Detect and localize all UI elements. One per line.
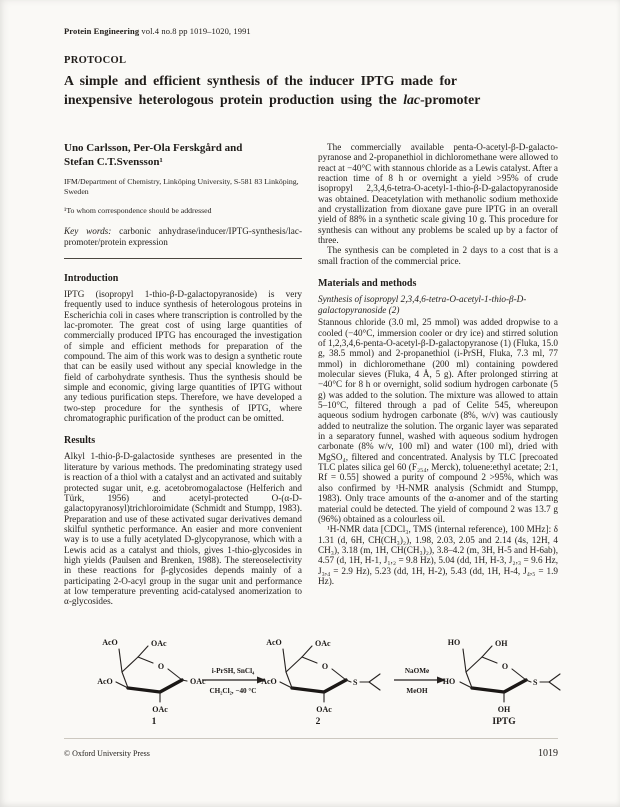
compound-name: IPTG	[492, 717, 516, 727]
keywords-text: carbonic anhydrase/inducer/IPTG-synthesis/lac-promoter/protein expression	[64, 226, 303, 247]
results-paragraph-1: The commercially available penta-O-acetyl-β-D-galacto-pyranose and 2-propanethiol in dichloromethane were allowed to react at −40°C with stannous chloride as a Lewis catalyst. After a reaction time of 8 h or overnight a yield >95% of crude isopropyl 2,3,4,6-tetra-O-acetyl-1-thio-β-D-galactopyranoside was obtained. Deacetylation with methanolic sodium methoxide and crystallization from dioxane gave pure IPTG in an overall yield of 88% in a synthetic scale giving 10 g. This procedure for synthesis can without any problems be scaled up by a factor of three.	[318, 142, 559, 246]
article-title-line2	[64, 91, 546, 110]
journal-issue-info: vol.4 no.8 pp 1019–1020, 1991	[139, 26, 251, 36]
structure-1-pentaacetate	[97, 638, 206, 727]
article-title-line1: A simple and efficient synthesis of the inducer IPTG made for	[64, 73, 458, 88]
copyright-notice: © Oxford University Press	[64, 749, 150, 758]
right-column	[318, 142, 558, 586]
sulfur-label: S	[353, 678, 358, 687]
ring-oxygen-label: O	[321, 662, 329, 671]
conditions-below-arrow: CH₂Cl₂, −40 °C	[209, 687, 257, 695]
keywords	[64, 226, 302, 248]
journal-masthead	[64, 26, 251, 36]
introduction-body: IPTG (isopropyl 1-thio-β-D-galactopyranoside) is very frequently used to induce synthesis of heterologous proteins in Escherichia coli in cases where transcription is controlled by the lac-promoter. The great cost of using large quantities of commercially produced IPTG has encouraged the investigation of simple and efficient methods for preparation of the compound. The aim of this work was to design a synthetic route that can be easily used without any special knowledge in the field of carbohydrate synthesis. Thus the synthesis should be simple and economic, giving large quantities of IPTG without any tedious purification steps. Therefore, we have developed a two-step procedure for the synthesis of IPTG, where chromatographic purification of the product can be omitted.	[64, 289, 302, 424]
introduction-heading: Introduction	[64, 273, 119, 284]
substituent-label: OAc	[315, 639, 331, 648]
substituent-label: AcO	[266, 638, 282, 647]
keywords-divider	[64, 258, 302, 259]
affiliation: IFM/Department of Chemistry, Linköping University, S-581 83 Linköping, Sweden	[64, 177, 299, 196]
sulfur-label: S	[533, 678, 538, 687]
reagents-above-arrow: NaOMe	[404, 667, 430, 675]
structure-iptg	[443, 638, 560, 727]
substituent-label: AcO	[102, 638, 118, 647]
correspondence-footnote: ¹To whom correspondence should be addressed	[64, 206, 212, 215]
reaction-arrow-2	[394, 667, 446, 695]
reagents-above-arrow: i-PrSH, SnCl₄	[211, 667, 255, 675]
ring-oxygen-label: O	[157, 662, 165, 671]
article-title	[64, 72, 546, 109]
reaction-scheme	[64, 632, 564, 742]
title-line2-italic: lac	[403, 91, 421, 107]
author-line1: Uno Carlsson, Per-Ola Ferskgård and	[64, 142, 243, 154]
footer-divider	[64, 738, 558, 739]
synthesis-subheading: Synthesis of isopropyl 2,3,4,6-tetra-O-acetyl-1-thio-β-D-galactopyranoside (2)	[318, 294, 527, 315]
nmr-data-paragraph: ¹H-NMR data [CDCl₃, TMS (internal reference), 100 MHz]: δ 1.31 (d, 6H, CH(CH₃)₂), 1.98, 2.03, 2.05 and 2.14 (4s, 12H, 4 CH₃), 3.18 (m, 1H, CH(CH₃)₂), 3.8–4.2 (m, 3H, H-5 and H-6ab), 4.57 (d, 1H, H-1, J₁,₂ = 9.8 Hz), 5.04 (dd, 1H, H-3, J₂,₃ = 9.6 Hz, J₃,₄ = 2.9 Hz), 5.23 (dd, 1H, H-2), 5.43 (dd, 1H, H-4, J₄,₅ = 1.9 Hz).	[318, 524, 558, 586]
compound-number: 1	[151, 717, 157, 727]
reaction-scheme-figure	[64, 632, 564, 742]
page-footer	[64, 748, 558, 759]
materials-body: Stannous chloride (3.0 ml, 25 mmol) was added dropwise to a cooled (−40°C, immersion cooler or dry ice) and stirred solution of 1,2,3,4,6-penta-O-acetyl-β-D-galactopyranose (1) (Fluka, 15.0 g, 38.5 mmol) and 2-propanethiol (i-PrSH, Fluka, 7.3 ml, 77 mmol) in dichloromethane (200 ml) containing powdered molecular sieves (Fluka, 4 Å, 5 g). After prolonged stirring at −40°C for 8 h or overnight, solid sodium hydrogen carbonate (5 g) was added to the solution. The mixture was allowed to attain 5–10°C, filtered through a pad of Celite 545, whereupon aqueous sodium hydrogen carbonate (8%, w/v) was cautiously added to neutralize the solution. The organic layer was separated in a separatory funnel, washed with aqueous sodium hydrogen carbonate (8% w/v, 100 ml) and water (100 ml), dried with MgSO₄, filtered and concentrated. Analysis by TLC [precoated TLC plates silica gel 60 (F₂₅₄, Merck), toluene:ethyl acetate; 2:1, Rf = 0.55] showed a purity of compound 2 >95%, which was also confirmed by ¹H-NMR analysis (Schmidt and Stumpp, 1983). Only trace amounts of the α-anomer and of the starting material could be detected. The yield of compound 2 was 13.7 g (96%) obtained as a colourless oil.	[318, 317, 558, 524]
author-line2: Stefan C.T.Svensson¹	[64, 155, 163, 168]
author-list	[64, 142, 302, 169]
conditions-below-arrow: MeOH	[406, 687, 428, 695]
substituent-label: HO	[447, 638, 461, 647]
substituent-label: OAc	[152, 705, 168, 714]
substituent-label: AcO	[97, 677, 113, 686]
substituent-label: OH	[495, 639, 508, 648]
results-body: Alkyl 1-thio-β-D-galactoside syntheses are presented in the literature by various methods. The predominating strategy used is reaction of a thiol with a catalyst and an activated and suitably protected sugar unit, e.g. acetobromogalactose (Helferich and Türk, 1956) and acetyl-protected O-(α-D-galactopyranosyl)trichloroimidate (Schmidt and Stumpp, 1983). Preparation and use of these activated sugar derivatives demand skilful synthetic performance. An easier and more convenient way is to use a fully acetylated D-glycopyranose, which with a Lewis acid as a catalyst and thiols, gives 1-thio-glycosides in high yields (Paulsen and Brenken, 1988). The stereoselectivity in these reactions for β-glycosides depends mainly of a participating 2-O-acyl group in the sugar unit and performance at low temperature preventing acid-catalysed anomerization to α-glycosides.	[64, 451, 302, 607]
reaction-arrow-1	[202, 667, 266, 695]
substituent-label: OAc	[151, 639, 167, 648]
protocol-label: PROTOCOL	[64, 55, 127, 66]
anomeric-substituent-label: OAc	[190, 677, 206, 686]
journal-name: Protein Engineering	[64, 26, 140, 36]
compound-number: 2	[315, 717, 321, 727]
results-paragraph-2: The synthesis can be completed in 2 days to a cost that is a small fraction of the commercial price.	[318, 245, 558, 266]
keywords-label: Key words:	[64, 226, 112, 236]
page-number: 1019	[538, 748, 558, 759]
substituent-label: OAc	[316, 705, 332, 714]
materials-heading: Materials and methods	[318, 278, 417, 290]
substituent-label: HO	[442, 677, 456, 686]
results-heading: Results	[64, 435, 96, 447]
substituent-label: OH	[497, 705, 511, 714]
structure-2-thioglycoside	[261, 638, 380, 727]
title-line2-pre: inexpensive heterologous protein production using the	[64, 91, 404, 107]
left-column	[64, 142, 302, 607]
ring-oxygen-label: O	[501, 662, 509, 671]
substituent-label: AcO	[261, 677, 277, 686]
title-line2-post: -promoter	[420, 91, 481, 107]
